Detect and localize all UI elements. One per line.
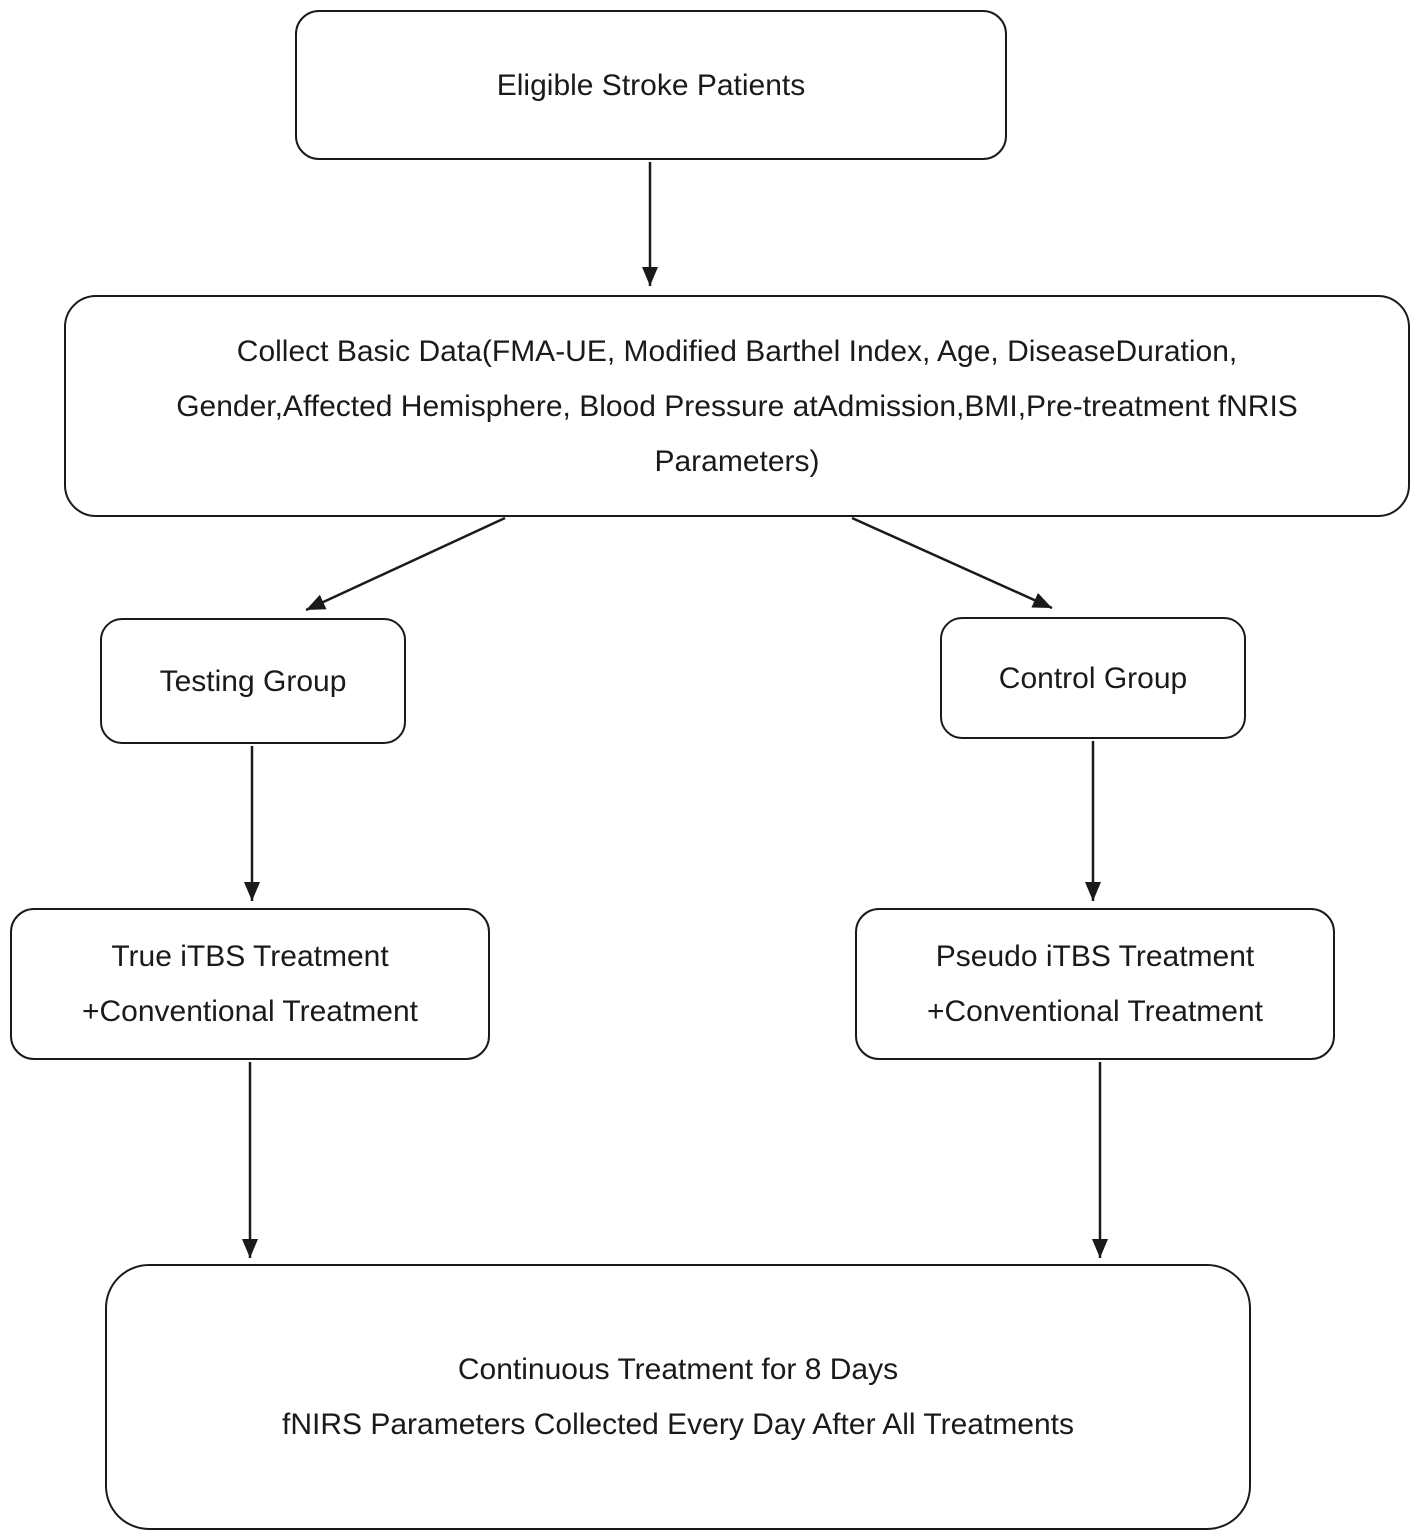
node-eligible-stroke-patients — [295, 10, 1007, 160]
node-control-group — [940, 617, 1246, 739]
node-continuous-treatment — [105, 1264, 1251, 1530]
node-continuous-line1: Continuous Treatment for 8 Days — [457, 1353, 899, 1386]
node-collect-line3: Parameters) — [654, 444, 820, 478]
node-true-itbs-treatment — [10, 908, 490, 1060]
node-pseudo-itbs-treatment — [855, 908, 1335, 1060]
arrow-collect-to-testing — [306, 518, 505, 610]
node-collect-line2: Gender,Affected Hemisphere, Blood Pressure atAdmission,BMI,Pre-treatment fNRIS — [176, 389, 1298, 423]
node-true-itbs-line1: True iTBS Treatment — [111, 940, 389, 973]
node-true-itbs-line2: +Conventional Treatment — [81, 995, 419, 1028]
node-collect-basic-data — [64, 295, 1410, 517]
node-testing-label: Testing Group — [159, 664, 347, 698]
arrow-collect-to-control — [852, 518, 1052, 608]
node-pseudo-itbs-line1: Pseudo iTBS Treatment — [935, 940, 1255, 973]
node-continuous-line2: fNIRS Parameters Collected Every Day After All Treatments — [282, 1408, 1074, 1441]
node-pseudo-itbs-line2: +Conventional Treatment — [926, 995, 1264, 1028]
node-eligible-label: Eligible Stroke Patients — [496, 68, 806, 102]
node-control-label: Control Group — [998, 661, 1188, 695]
node-collect-line1: Collect Basic Data(FMA-UE, Modified Barthel Index, Age, DiseaseDuration, — [236, 334, 1238, 368]
node-testing-group — [100, 618, 406, 744]
